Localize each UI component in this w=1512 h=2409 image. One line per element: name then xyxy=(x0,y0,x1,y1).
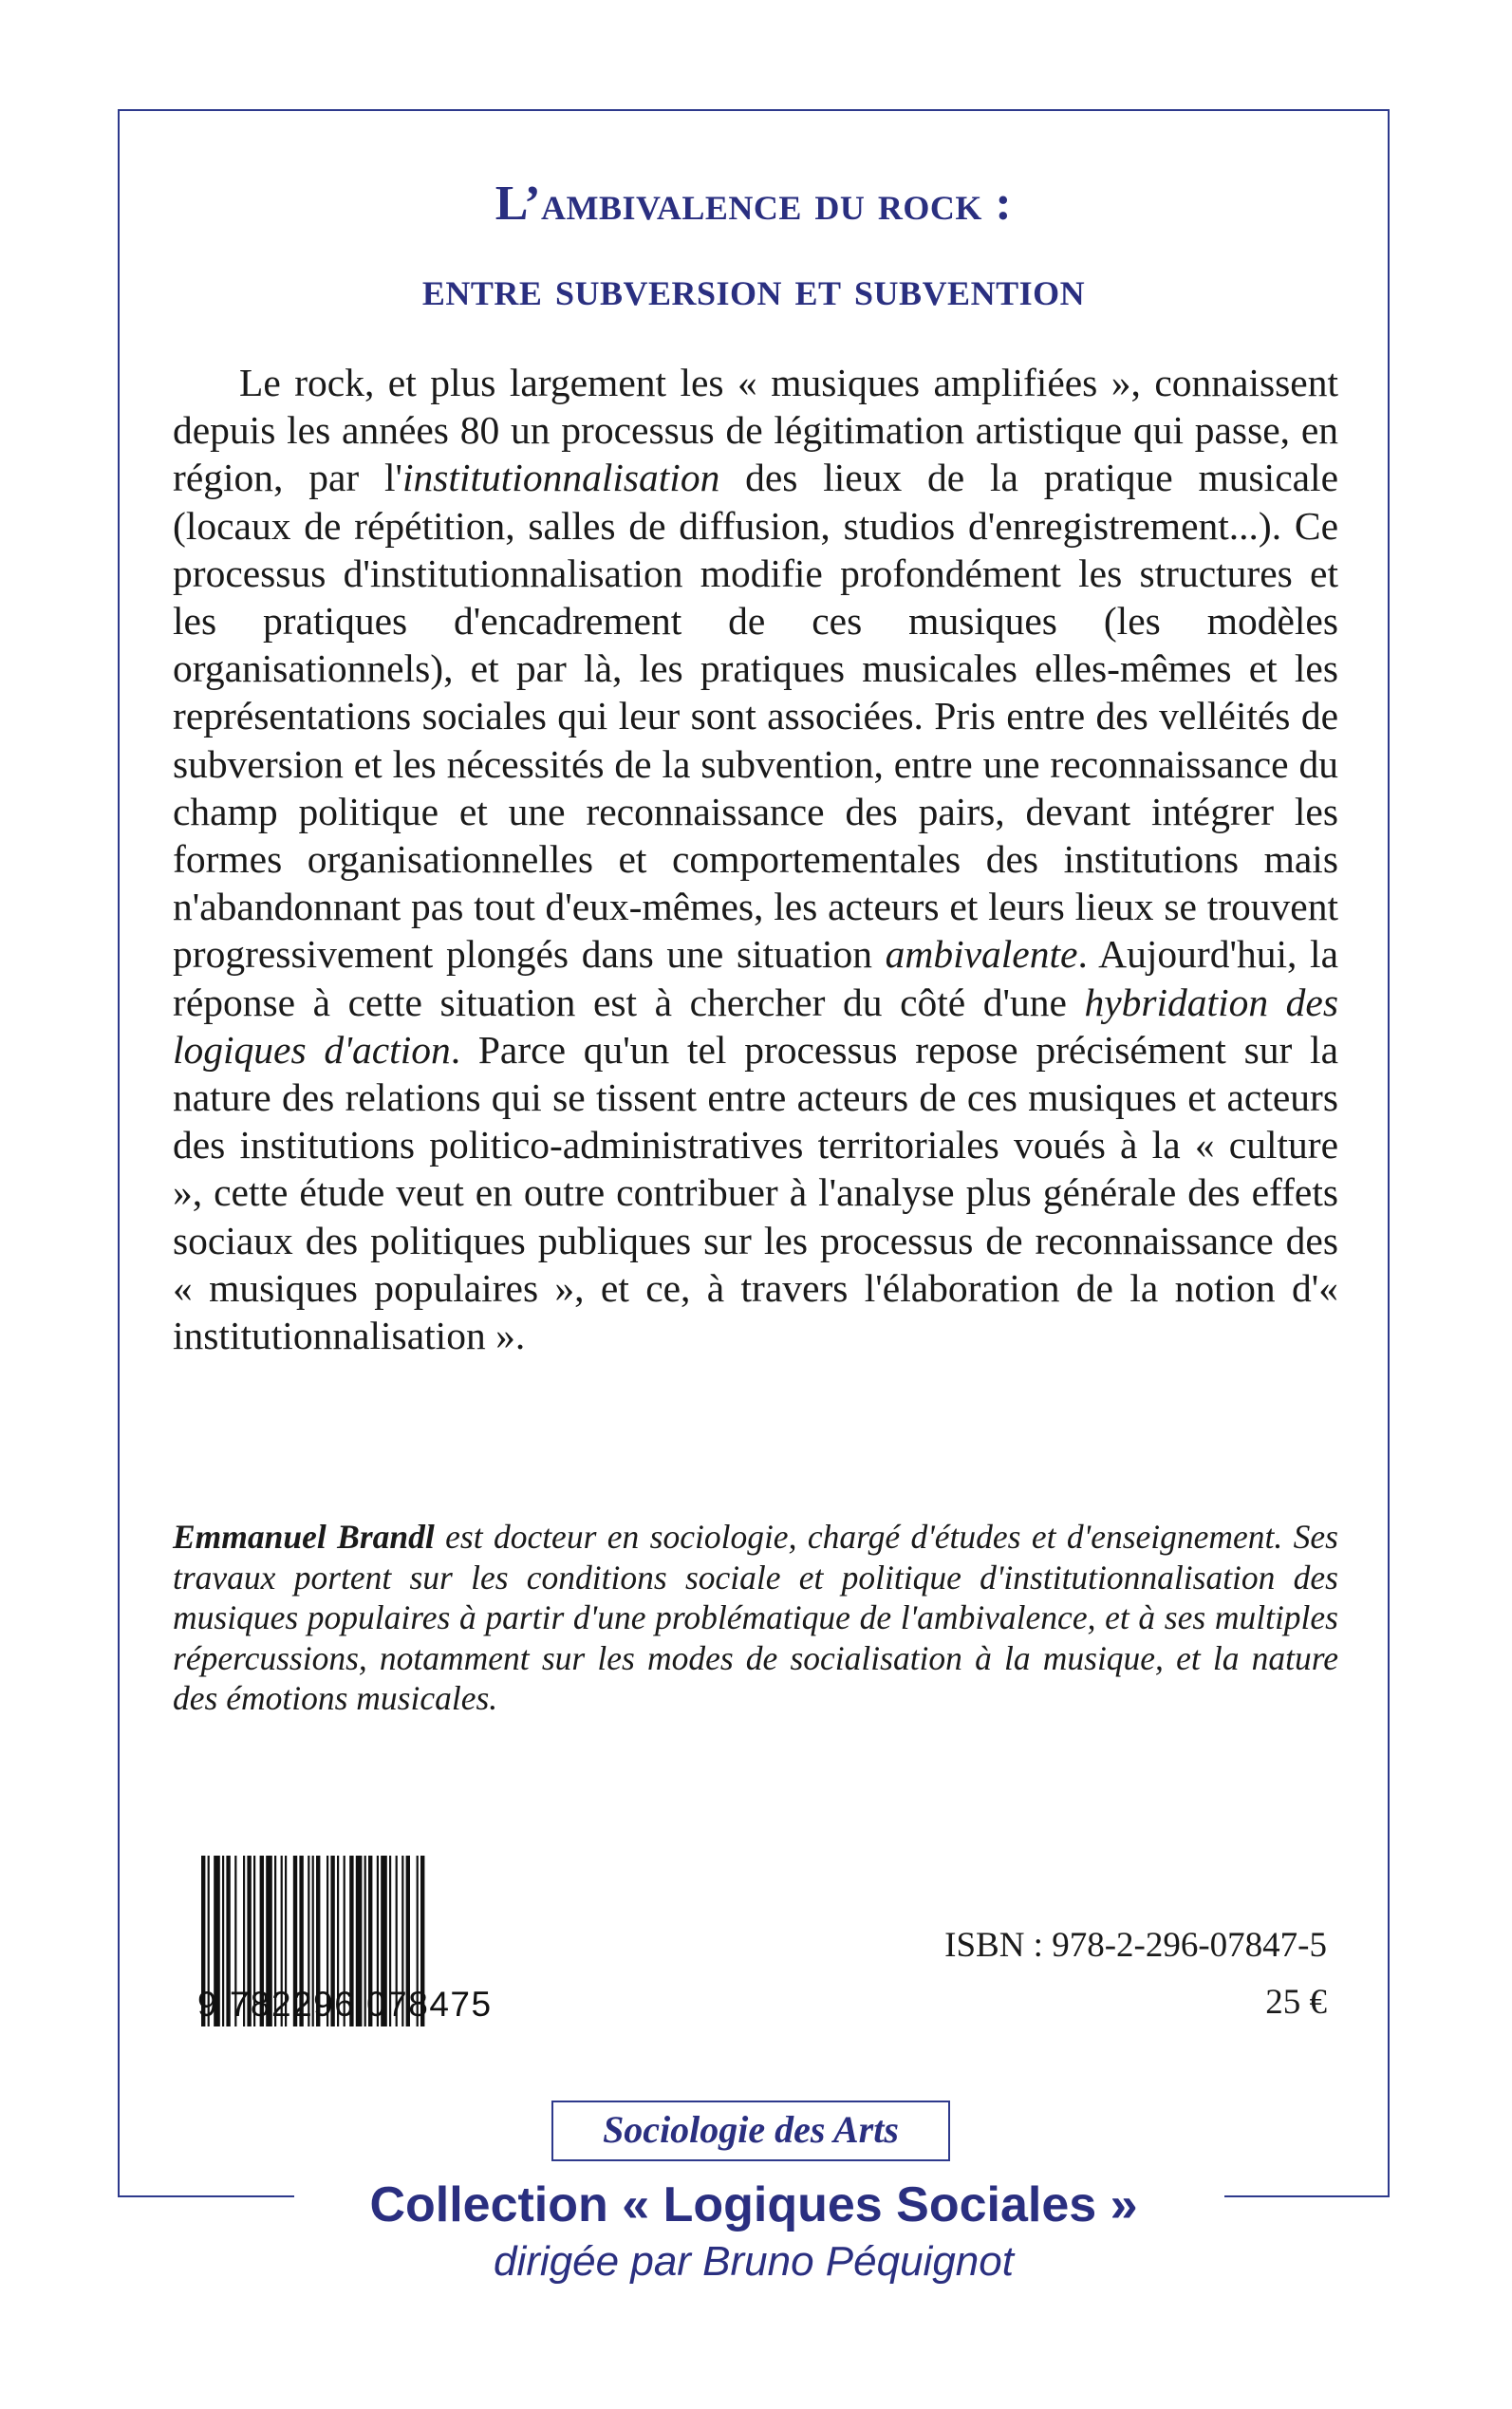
blurb-text-4: . Parce qu'un tel processus repose précisément sur la nature des relations qui se tissent entre acteurs de ces musiques et acteurs des institutions politico-administratives territoriales voués à la « culture », cette étude veut en outre contribuer à l'analyse plus générale des effets sociaux des politiques publiques sur les processus de reconnaissance des « musiques populaires », et ce, à travers l'élaboration de la notion d'« institutionnalisation ». xyxy=(173,1027,1338,1358)
author-name: Emmanuel Brandl xyxy=(173,1518,435,1556)
isbn-label: ISBN : 978-2-296-07847-5 xyxy=(944,1926,1327,1965)
blurb-text-2: des lieux de la pratique musicale (locaux de répétition, salles de diffusion, studios d'enregistrement...). Ce processus d'institutionnalisation modifie profondément les structures et les pratiques d'encadrement de ces musiques (les modèles organisationnels), et par là, les pratiques musicales elles-mêmes et les représentations sociales qui leur sont associées. Pris entre des velléités de subversion et les nécessités de la subvention, entre une reconnaissance du champ politique et une reconnaissance des pairs, devant intégrer les formes organisationnelles et comportementales des institutions mais n'abandonnant pas tout d'eux-mêmes, les acteurs et leurs lieux se trouvent progressivement plongés dans une situation xyxy=(173,456,1338,977)
blurb-paragraph xyxy=(173,359,1338,1359)
blurb-text-3: . Aujourd'hui, la réponse à cette situation est à chercher du côté d'une xyxy=(173,932,1338,1024)
author-bio xyxy=(173,1517,1338,1719)
barcode-digits: 9 782296 078475 xyxy=(197,1985,493,2024)
price-label: 25 € xyxy=(1265,1983,1327,2022)
collection-title: Collection « Logiques Sociales » xyxy=(369,2177,1138,2232)
blurb-emphasis-3: hybridation des logiques d'action xyxy=(173,980,1338,1072)
collection-director: dirigée par Bruno Péquignot xyxy=(494,2238,1014,2285)
blurb-emphasis-2: ambivalente xyxy=(885,932,1078,977)
series-label: Sociologie des Arts xyxy=(551,2101,950,2161)
book-title-line-1: L’ambivalence du rock : xyxy=(495,177,1013,231)
book-title-line-2: entre subversion et subvention xyxy=(421,262,1086,316)
blurb-emphasis-1: institutionnalisation xyxy=(401,456,720,500)
author-bio-text: est docteur en sociologie, chargé d'études et d'enseignement. Ses travaux portent sur les conditions sociale et politique d'institutionnalisation des musiques populaires à partir d'une problématique de l'ambivalence, et à ses multiples répercussions, notamment sur les modes de socialisation à la musique, et la nature des émotions musicales. xyxy=(173,1518,1338,1718)
blurb-text-1: Le rock, et plus largement les « musiques amplifiées », connaissent depuis les années 80 un processus de légitimation artistique qui passe, en région, par l' xyxy=(173,361,1338,500)
